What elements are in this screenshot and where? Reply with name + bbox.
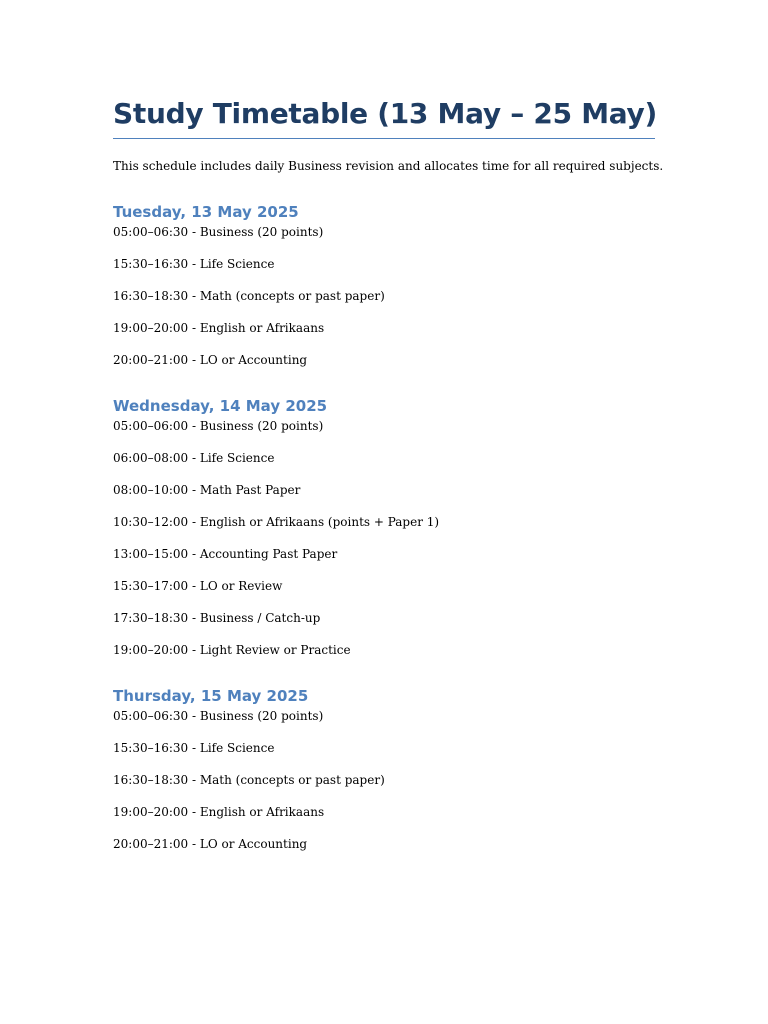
schedule-entry: 16:30–18:30 - Math (concepts or past paper)	[113, 289, 385, 303]
schedule-entry: 05:00–06:30 - Business (20 points)	[113, 709, 324, 723]
schedule-entry: 06:00–08:00 - Life Science	[113, 451, 275, 465]
schedule-entry: 17:30–18:30 - Business / Catch-up	[113, 611, 321, 625]
schedule-entry: 20:00–21:00 - LO or Accounting	[113, 837, 308, 851]
schedule-entry: 13:00–15:00 - Accounting Past Paper	[113, 547, 338, 561]
document-page	[113, 92, 664, 852]
day-heading: Tuesday, 13 May 2025	[113, 203, 299, 221]
day-heading: Wednesday, 14 May 2025	[113, 397, 328, 415]
day-section-thursday	[113, 686, 655, 852]
schedule-entry: 19:00–20:00 - Light Review or Practice	[113, 643, 351, 657]
schedule-entry: 05:00–06:30 - Business (20 points)	[113, 225, 324, 239]
day-section-tuesday	[113, 202, 655, 368]
document-title: Study Timetable (13 May – 25 May)	[113, 97, 657, 130]
schedule-entry: 05:00–06:00 - Business (20 points)	[113, 419, 324, 433]
schedule-entry: 10:30–12:00 - English or Afrikaans (points + Paper 1)	[113, 515, 440, 529]
day-section-wednesday	[113, 396, 655, 658]
schedule-entry: 15:30–17:00 - LO or Review	[113, 579, 283, 593]
schedule-entry: 16:30–18:30 - Math (concepts or past paper)	[113, 773, 385, 787]
schedule-entry: 15:30–16:30 - Life Science	[113, 741, 275, 755]
schedule-entry: 08:00–10:00 - Math Past Paper	[113, 483, 301, 497]
intro-paragraph: This schedule includes daily Business revision and allocates time for all required subjects.	[113, 159, 664, 173]
schedule-entry: 19:00–20:00 - English or Afrikaans	[113, 321, 325, 335]
title-underline	[113, 138, 655, 139]
schedule-entry: 15:30–16:30 - Life Science	[113, 257, 275, 271]
schedule-entry: 20:00–21:00 - LO or Accounting	[113, 353, 308, 367]
day-heading: Thursday, 15 May 2025	[113, 687, 309, 705]
schedule-entry: 19:00–20:00 - English or Afrikaans	[113, 805, 325, 819]
